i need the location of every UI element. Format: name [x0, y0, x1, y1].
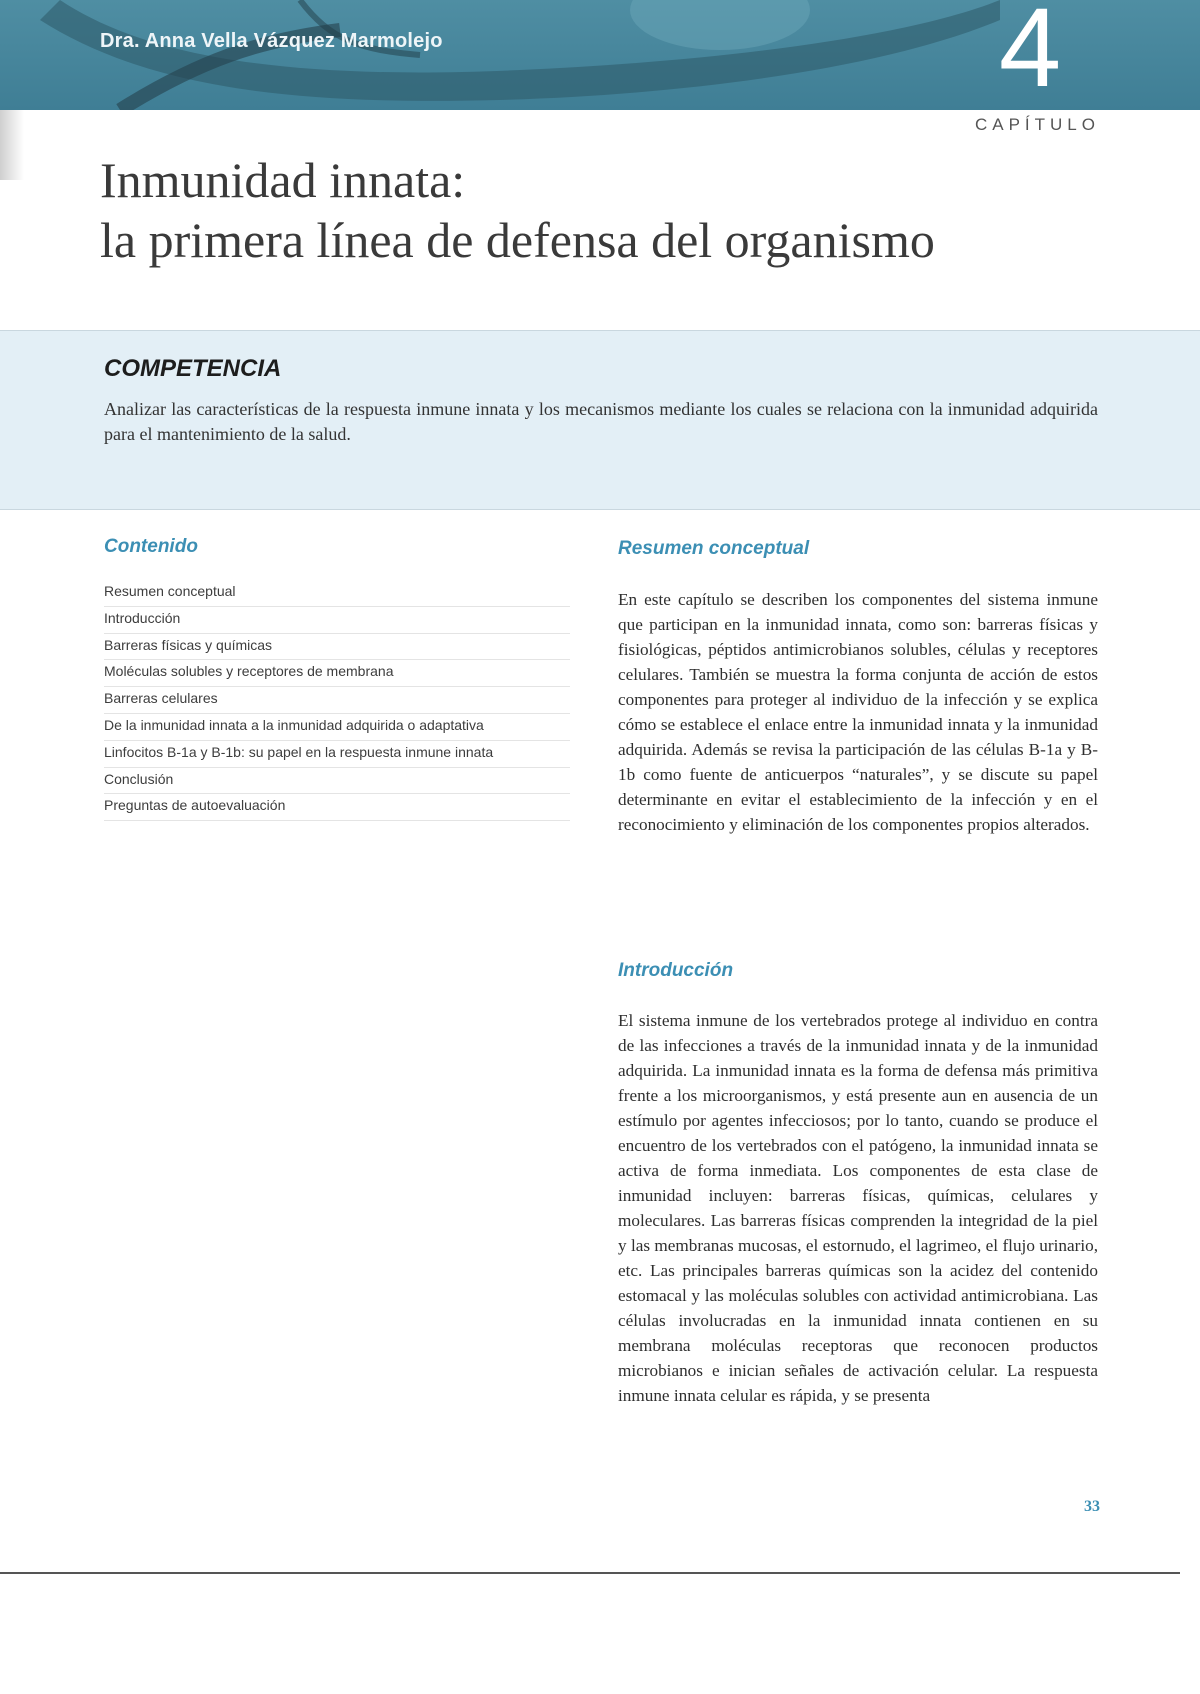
contents-heading: Contenido [104, 536, 198, 557]
contents-item: Introducción [104, 607, 570, 634]
summary-text: En este capítulo se describen los componentes del sistema inmune que participan en la inmunidad innata, como son: barreras físicas y fisiológicas, péptidos antimicrobianos solubles, células y receptores celulares. También se muestra la forma conjunta de acción de estos componentes para proteger al individuo de la infección y se explica cómo se establece el enlace entre la inmunidad innata y la inmunidad adquirida. Además se revisa la participación de las células B-1a y B-1b como fuente de anticuerpos “naturales”, y se discute su papel determinante en evitar el establecimiento de la infección y en el reconocimiento y eliminación de los componentes propios alterados. [618, 590, 1098, 834]
competency-text: Analizar las características de la respuesta inmune innata y los mecanismos mediante los cuales se relaciona con la inmunidad adquirida para el mantenimiento de la salud. [104, 399, 1098, 444]
title-line-2: la primera línea de defensa del organismo [100, 212, 935, 268]
contents-item: Conclusión [104, 768, 570, 795]
page-number: 33 [1084, 1498, 1100, 1515]
contents-item: Barreras físicas y químicas [104, 634, 570, 661]
chapter-header-band [0, 0, 1200, 110]
summary-heading: Resumen conceptual [618, 538, 810, 559]
contents-item: Resumen conceptual [104, 580, 570, 607]
introduction-text: El sistema inmune de los vertebrados protege al individuo en contra de las infecciones a través de la inmunidad innata y de la inmunidad adquirida. La inmunidad innata es la forma de defensa más primitiva frente a los microorganismos, y está presente aun en ausencia de un estímulo por agentes infecciosos; por lo tanto, cuando se produce el encuentro de los vertebrados con el patógeno, la inmunidad innata se activa de forma inmediata. Los componentes de esta clase de inmunidad incluyen: barreras físicas, químicas, celulares y moleculares. Las barreras físicas comprenden la integridad de la piel y las membranas mucosas, el estornudo, el lagrimeo, el flujo urinario, etc. Las principales barreras químicas son la acidez del contenido estomacal y las moléculas solubles con actividad antimicrobiana. Las células involucradas en la inmunidad innata contienen en su membrana moléculas receptoras que reconocen productos microbianos e inician señales de activación celular. La respuesta inmune innata celular es rápida, y se presenta [618, 1011, 1098, 1405]
author-name: Dra. Anna Vella Vázquez Marmolejo [100, 30, 443, 52]
contents-item: Moléculas solubles y receptores de membrana [104, 660, 570, 687]
contents-item: De la inmunidad innata a la inmunidad adquirida o adaptativa [104, 714, 570, 741]
contents-item: Barreras celulares [104, 687, 570, 714]
competency-box [0, 330, 1200, 510]
bottom-rule [0, 1572, 1180, 1574]
contents-item: Preguntas de autoevaluación [104, 794, 570, 821]
page-title [100, 150, 1100, 270]
chapter-number: 4 [998, 0, 1062, 110]
title-line-1: Inmunidad innata: [100, 152, 466, 208]
contents-item: Linfocitos B-1a y B-1b: su papel en la respuesta inmune innata [104, 741, 570, 768]
competency-heading: COMPETENCIA [104, 355, 282, 382]
page-edge-shadow [0, 110, 24, 180]
chapter-label: CAPÍTULO [974, 115, 1100, 134]
contents-list [104, 580, 570, 821]
introduction-heading: Introducción [618, 960, 734, 981]
